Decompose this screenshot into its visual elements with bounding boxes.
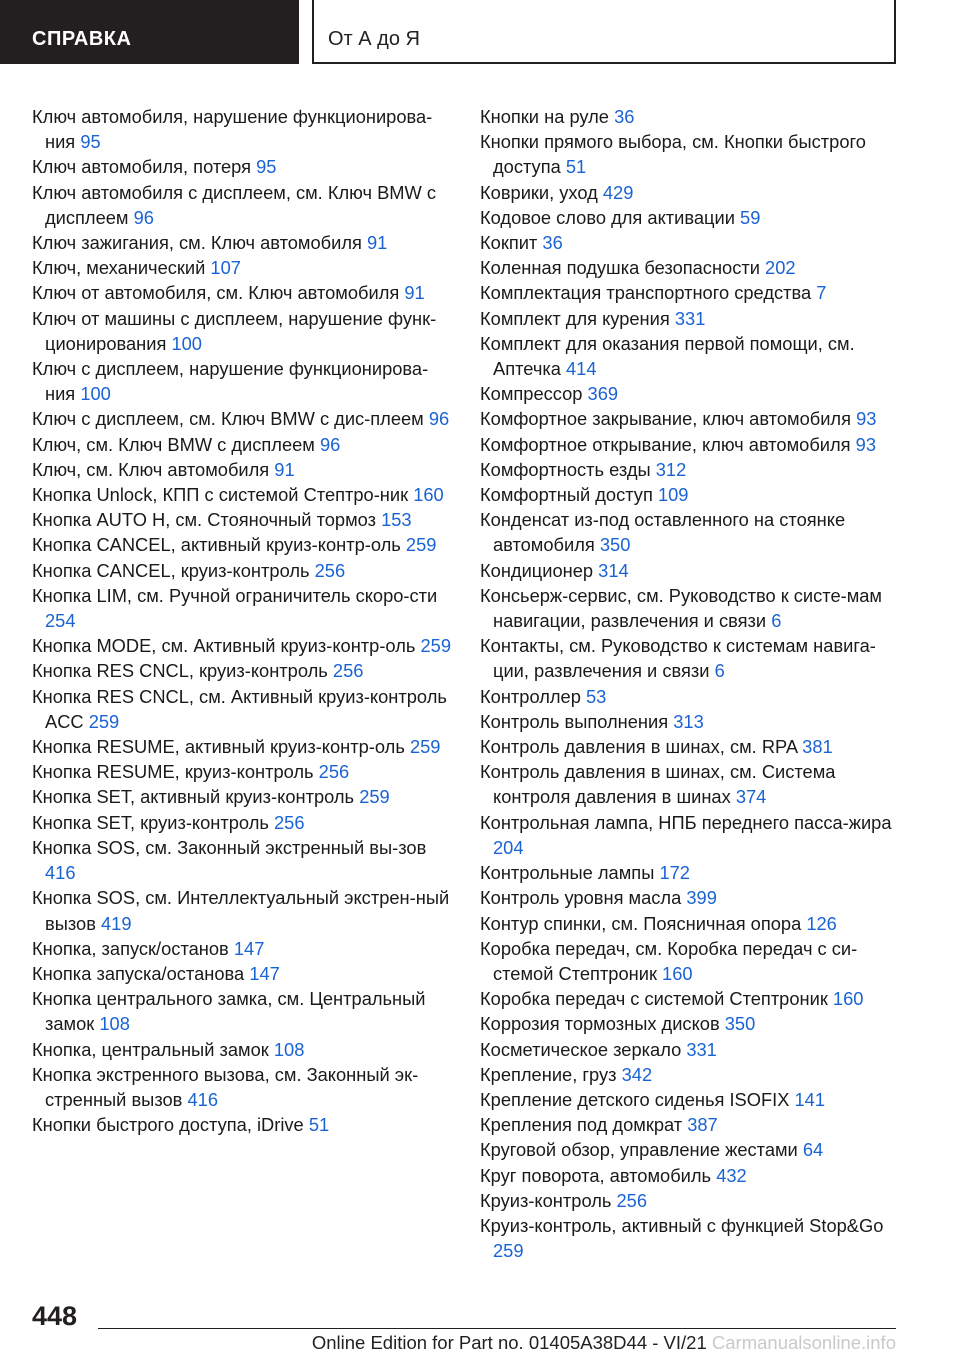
index-entry: Кнопки на руле 36 bbox=[480, 106, 635, 127]
index-entry: Контроль давления в шинах, см. RPA 381 bbox=[480, 736, 833, 758]
page-link[interactable]: 256 bbox=[318, 761, 350, 783]
page-link[interactable]: 374 bbox=[735, 786, 767, 808]
page-link[interactable]: 96 bbox=[428, 408, 450, 430]
page-link[interactable]: 314 bbox=[598, 559, 629, 581]
page-link[interactable]: 141 bbox=[794, 1088, 826, 1110]
index-entry: Кнопка RES CNCL, см. Активный круиз-контроль ACC 259 bbox=[32, 685, 447, 732]
index-entry: Кнопка центрального замка, см. Центральный замок 108 bbox=[32, 988, 426, 1035]
index-entry: Ключ зажигания, см. Ключ автомобиля 91 bbox=[32, 232, 388, 254]
page-number: 448 bbox=[32, 1301, 78, 1331]
page-link[interactable]: 126 bbox=[806, 912, 837, 934]
page-link[interactable]: 256 bbox=[332, 660, 364, 682]
page-link[interactable]: 259 bbox=[359, 786, 390, 808]
index-entry: Коррозия тормозных дисков 350 bbox=[480, 1013, 756, 1035]
index-entry: Кнопка MODE, см. Активный круиз-контр-оль 259 bbox=[32, 635, 451, 657]
page-link[interactable]: 259 bbox=[88, 710, 120, 732]
page-link[interactable]: 59 bbox=[740, 206, 761, 228]
page-link[interactable]: 331 bbox=[674, 307, 706, 329]
index-entry: Кодовое слово для активации 59 bbox=[480, 206, 761, 228]
page-link[interactable]: 93 bbox=[856, 408, 877, 430]
index-entry: Кнопка экстренного вызова, см. Законный эк-стренный вызов 416 bbox=[32, 1063, 419, 1110]
page-link[interactable]: 153 bbox=[381, 509, 412, 531]
page-link[interactable]: 91 bbox=[404, 282, 425, 304]
index-entry: Ключ, механический 107 bbox=[32, 257, 241, 279]
index-entry: Ключ с дисплеем, см. Ключ BMW с дис-плеем 96 bbox=[32, 408, 450, 430]
index-entry: Контакты, см. Руководство к системам навига-ции, развлечения и связи 6 bbox=[480, 635, 876, 682]
index-entry: Крепление, груз 342 bbox=[480, 1063, 653, 1085]
index-entry: Контур спинки, см. Поясничная опора 126 bbox=[480, 912, 837, 934]
page-link[interactable]: 53 bbox=[585, 685, 607, 707]
page-link[interactable]: 7 bbox=[816, 282, 827, 304]
index-entry: Ключ автомобиля, потеря 95 bbox=[32, 156, 277, 178]
index-entry: Круг поворота, автомобиль 432 bbox=[480, 1164, 747, 1186]
page-link[interactable]: 259 bbox=[405, 534, 437, 556]
index-entry: Кнопка RES CNCL, круиз-контроль 256 bbox=[32, 660, 364, 682]
index-entry: Кнопка LIM, см. Ручной ограничитель скоро-сти 254 bbox=[32, 584, 438, 632]
edition-text: Online Edition for Part no. 01405A38D44 - VI/21 bbox=[311, 1332, 707, 1353]
index-entry: Комфортное закрывание, ключ автомобиля 93 bbox=[480, 408, 877, 430]
page-link[interactable]: 387 bbox=[687, 1114, 718, 1136]
index-entry: Кондиционер 314 bbox=[480, 559, 629, 581]
index-entry: Косметическое зеркало 331 bbox=[480, 1038, 717, 1060]
page-link[interactable]: 419 bbox=[101, 912, 132, 934]
footer-edition bbox=[300, 1332, 896, 1354]
index-entry: Кнопка CANCEL, круиз-контроль 256 bbox=[32, 559, 346, 581]
index-entry: Кнопка Unlock, КПП с системой Стептро-ник 160 bbox=[32, 484, 444, 506]
page-link[interactable]: 96 bbox=[133, 206, 154, 228]
index-entry: Кнопка SET, круиз-контроль 256 bbox=[32, 811, 305, 833]
page-link[interactable]: 100 bbox=[80, 383, 111, 405]
page-link[interactable]: 429 bbox=[602, 181, 634, 203]
index-entry: Ключ от автомобиля, см. Ключ автомобиля 91 bbox=[32, 282, 425, 304]
index-entry: Круиз-контроль, активный с функцией Stop&Go 259 bbox=[480, 1214, 884, 1262]
index-entry: Круиз-контроль 256 bbox=[480, 1189, 648, 1211]
page-link[interactable]: 6 bbox=[771, 610, 782, 632]
page-link[interactable]: 51 bbox=[308, 1114, 330, 1136]
index-entry: Кокпит 36 bbox=[480, 232, 563, 254]
page-link[interactable]: 147 bbox=[233, 937, 265, 959]
index-entry: Комплект для курения 331 bbox=[480, 307, 706, 329]
index-entry: Ключ автомобиля, нарушение функционирова-ния 95 bbox=[32, 106, 433, 153]
index-entry: Кнопка SOS, см. Интеллектуальный экстрен-ный вызов 419 bbox=[32, 887, 450, 934]
page-link[interactable]: 108 bbox=[99, 1013, 130, 1035]
page-link[interactable]: 93 bbox=[855, 433, 877, 455]
page-link[interactable]: 381 bbox=[802, 736, 833, 758]
index-entry: Коробка передач, см. Коробка передач с си-стемой Стептроник 160 bbox=[480, 937, 858, 984]
page-link[interactable]: 109 bbox=[657, 484, 689, 506]
page-link[interactable]: 259 bbox=[493, 1240, 524, 1262]
index-entry: Контроль выполнения 313 bbox=[480, 710, 704, 732]
index-entry: Кнопка SOS, см. Законный экстренный вы-зов 416 bbox=[32, 836, 427, 884]
page-link[interactable]: 172 bbox=[659, 862, 690, 884]
index-entry: Кнопка RESUME, активный круиз-контр-оль 259 bbox=[32, 736, 441, 758]
page-link[interactable]: 312 bbox=[655, 458, 687, 480]
index-entry: Компрессор 369 bbox=[480, 383, 619, 405]
page-link[interactable]: 416 bbox=[187, 1088, 218, 1110]
index-entry: Крепление детского сиденья ISOFIX 141 bbox=[480, 1088, 826, 1110]
page-link[interactable]: 256 bbox=[273, 811, 305, 833]
index-entry: Ключ, см. Ключ автомобиля 91 bbox=[32, 458, 295, 480]
page-link[interactable]: 350 bbox=[599, 534, 631, 556]
page-link[interactable]: 108 bbox=[273, 1038, 305, 1060]
index-entry: Коврики, уход 429 bbox=[480, 181, 634, 203]
section-tab[interactable]: СПРАВКА bbox=[0, 0, 299, 64]
page-link[interactable]: 91 bbox=[367, 232, 388, 254]
page-link[interactable]: 331 bbox=[686, 1038, 717, 1060]
watermark-text: Carmanualsonline.info bbox=[711, 1332, 896, 1353]
page-link[interactable]: 254 bbox=[45, 610, 76, 632]
index-entry: Контрольные лампы 172 bbox=[480, 862, 690, 884]
page-link[interactable]: 414 bbox=[566, 358, 597, 380]
index-entry: Круговой обзор, управление жестами 64 bbox=[480, 1139, 824, 1161]
page-link[interactable]: 96 bbox=[319, 433, 341, 455]
index-entry: Контроллер 53 bbox=[480, 685, 607, 707]
index-entry: Кнопки прямого выбора, см. Кнопки быстрого доступа 51 bbox=[480, 131, 866, 178]
page-link[interactable]: 160 bbox=[832, 988, 864, 1010]
page-link[interactable]: 100 bbox=[171, 332, 202, 354]
page-link[interactable]: 6 bbox=[714, 660, 725, 682]
chapter-title: От А до Я bbox=[312, 0, 896, 64]
index-entry: Ключ, см. Ключ BMW с дисплеем 96 bbox=[32, 433, 341, 455]
index-entry: Контроль давления в шинах, см. Система контроля давления в шинах 374 bbox=[480, 761, 836, 808]
page-link[interactable]: 160 bbox=[413, 484, 444, 506]
index-entry: Комфортное открывание, ключ автомобиля 93 bbox=[480, 433, 877, 455]
page-link[interactable]: 160 bbox=[662, 962, 693, 984]
page-link[interactable]: 64 bbox=[802, 1139, 824, 1161]
page-link[interactable]: 369 bbox=[587, 383, 619, 405]
index-entry: Ключ от машины с дисплеем, нарушение функ-ционирования 100 bbox=[32, 307, 437, 354]
index-entry: Комплектация транспортного средства 7 bbox=[480, 282, 827, 304]
page-link[interactable]: 36 bbox=[614, 106, 635, 127]
page-link[interactable]: 399 bbox=[686, 887, 717, 909]
index-column-left bbox=[32, 104, 457, 1137]
index-entry: Кнопка, запуск/останов 147 bbox=[32, 937, 265, 959]
footer-divider bbox=[98, 1328, 896, 1329]
index-entry: Кнопка SET, активный круиз-контроль 259 bbox=[32, 786, 390, 808]
index-entry: Кнопки быстрого доступа, iDrive 51 bbox=[32, 1114, 330, 1136]
page-link[interactable]: 256 bbox=[314, 559, 346, 581]
page-link[interactable]: 36 bbox=[542, 232, 563, 254]
page-link[interactable]: 95 bbox=[256, 156, 277, 178]
index-entry: Кнопка CANCEL, активный круиз-контр-оль 259 bbox=[32, 534, 437, 556]
index-entry: Кнопка AUTO H, см. Стояночный тормоз 153 bbox=[32, 509, 412, 531]
page-link[interactable]: 432 bbox=[716, 1164, 747, 1186]
page-link[interactable]: 107 bbox=[210, 257, 241, 279]
page-link[interactable]: 51 bbox=[565, 156, 587, 178]
index-entry: Консьерж-сервис, см. Руководство к систе-мам навигации, развлечения и связи 6 bbox=[480, 584, 882, 632]
page-link[interactable]: 147 bbox=[249, 962, 280, 984]
page-link[interactable]: 350 bbox=[724, 1013, 756, 1035]
index-entry: Кнопка запуска/останова 147 bbox=[32, 962, 280, 984]
index-entry: Контрольная лампа, НПБ переднего пасса-жира 204 bbox=[480, 811, 892, 858]
index-entry: Конденсат из-под оставленного на стоянке автомобиля 350 bbox=[480, 509, 846, 556]
index-entry: Комфортность езды 312 bbox=[480, 458, 687, 480]
index-entry: Ключ с дисплеем, нарушение функционирова-ния 100 bbox=[32, 358, 429, 405]
index-entry: Крепления под домкрат 387 bbox=[480, 1114, 718, 1136]
page-link[interactable]: 313 bbox=[673, 710, 704, 732]
index-entry: Контроль уровня масла 399 bbox=[480, 887, 717, 909]
index-entry: Коленная подушка безопасности 202 bbox=[480, 257, 796, 279]
index-entry: Кнопка RESUME, круиз-контроль 256 bbox=[32, 761, 350, 783]
index-entry: Ключ автомобиля с дисплеем, см. Ключ BMW с дисплеем 96 bbox=[32, 181, 436, 228]
page-link[interactable]: 91 bbox=[274, 458, 295, 480]
page-link[interactable]: 259 bbox=[420, 635, 451, 657]
index-entry: Кнопка, центральный замок 108 bbox=[32, 1038, 305, 1060]
page-link[interactable]: 202 bbox=[765, 257, 796, 279]
page-link[interactable]: 342 bbox=[621, 1063, 653, 1085]
page-link[interactable]: 416 bbox=[45, 862, 76, 884]
index-column-right bbox=[480, 104, 900, 1263]
page-link[interactable]: 95 bbox=[80, 131, 101, 153]
index-entry: Комфортный доступ 109 bbox=[480, 484, 689, 506]
page-link[interactable]: 259 bbox=[409, 736, 441, 758]
index-entry: Комплект для оказания первой помощи, см. Аптечка 414 bbox=[480, 332, 855, 380]
page-link[interactable]: 256 bbox=[616, 1189, 648, 1211]
index-entry: Коробка передач с системой Стептроник 160 bbox=[480, 988, 864, 1010]
page-link[interactable]: 204 bbox=[493, 836, 524, 858]
